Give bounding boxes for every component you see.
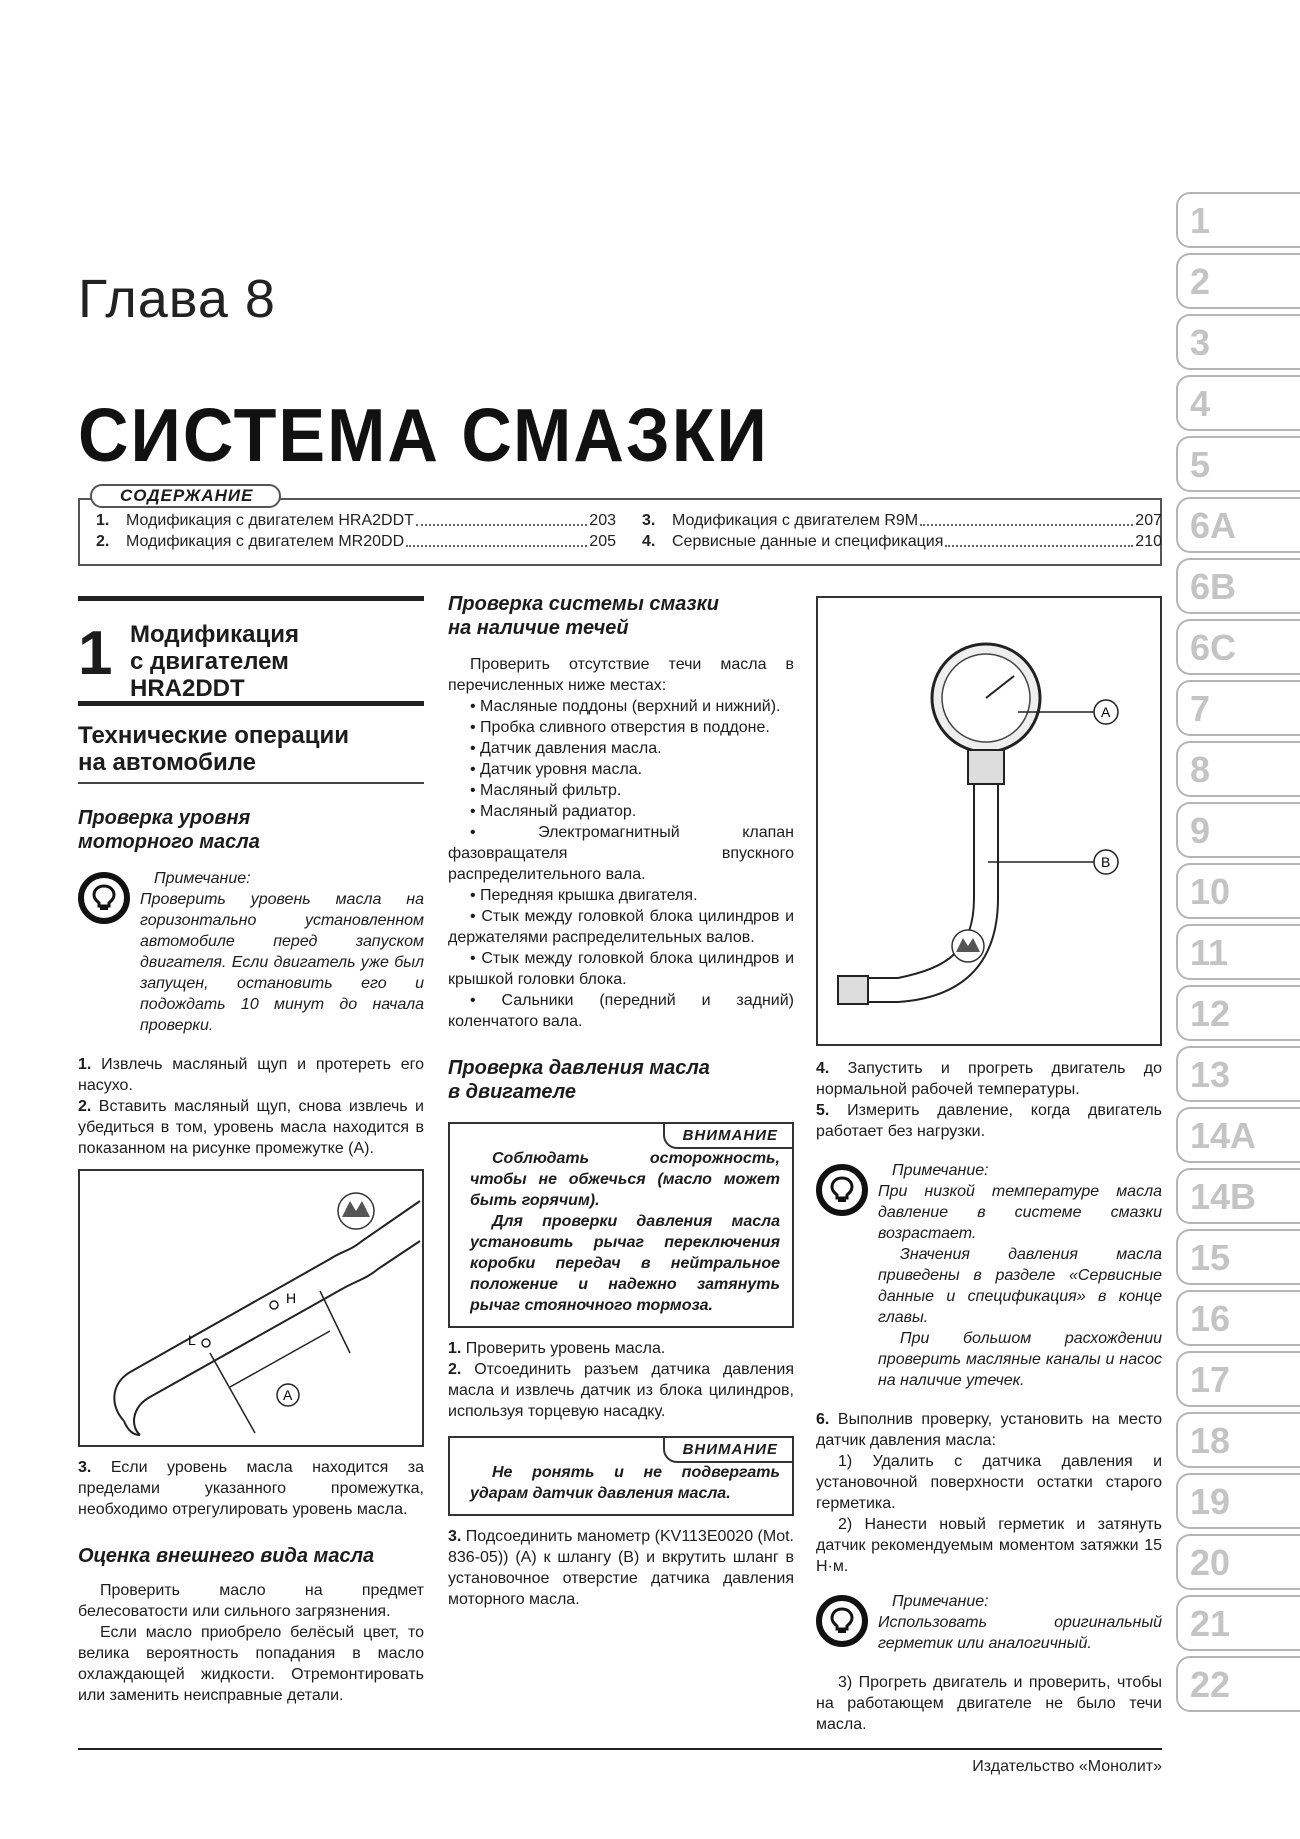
chapter-tab[interactable]: 6B [1176,558,1300,614]
list-item: • Датчик уровня масла. [470,761,643,778]
note-label: Примечание: [892,1593,989,1610]
list-item: • Стык между головкой блока цилиндров и крышкой головки блока. [448,950,795,988]
toc-leader [406,533,587,547]
toc-leader [945,533,1133,547]
publisher-logo-icon [338,1193,374,1229]
step-3: 3. Подсоединить манометр (KV113E0020 (Mot. 836-05)) (А) к шлангу (В) и вкрутить шланг в установочное отверстие датчика давления моторного масла. [448,1528,794,1608]
list-item: • Масляный радиатор. [470,803,637,820]
note-text: При большом расхождении проверить масляные каналы и насос на наличие утечек. [878,1330,1162,1389]
step-3: 3. Если уровень масла находится за пределами указанного промежутка, необходимо отрегулировать уровень масла. [78,1459,424,1518]
toc-entry-text: Сервисные данные и спецификация [672,533,944,550]
substep: 1) Удалить с датчика давления и установочной поверхности остатки старого герметика. [816,1453,1162,1512]
lightbulb-icon [78,872,130,924]
paragraph: Если масло приобрело белёсый цвет, то велика вероятность попадания в масло охлаждающей жидкости. Отремонтировать или заменить неисправные детали. [78,1624,424,1704]
list-item: • Электромагнитный клапан фазовращателя впускного распределительного вала. [448,824,795,883]
chapter-tab[interactable]: 11 [1176,924,1300,980]
fig-label-a: A [1101,704,1111,720]
list-item: • Пробка сливного отверстия в поддоне. [470,719,770,736]
note [816,1160,1162,1391]
chapter-tab[interactable]: 5 [1176,436,1300,492]
toc-box [78,498,1162,566]
fig-label-b: B [1101,854,1111,870]
step-5: 5. Измерить давление, когда двигатель работает без нагрузки. [816,1102,1162,1140]
chapter-tab[interactable]: 21 [1176,1595,1300,1651]
divider [78,782,424,784]
chapter-tab[interactable]: 10 [1176,863,1300,919]
chapter-tab[interactable]: 16 [1176,1290,1300,1346]
toc-entry-text: Модификация с двигателем R9M [672,512,919,529]
warning-tag: ВНИМАНИЕ [663,1122,794,1149]
pressure-gauge-figure [816,596,1162,1046]
toc-label: СОДЕРЖАНИЕ [90,484,281,508]
list-item: • Масляный фильтр. [470,782,622,799]
section-number: 1 [78,619,113,688]
column-2 [448,592,794,1610]
paragraph: Проверить отсутствие течи масла в перечисленных ниже местах: [448,656,794,694]
heading-appearance: Оценка внешнего вида масла [78,1545,375,1567]
chapter-tab[interactable]: 14B [1176,1168,1300,1224]
chapter-tab[interactable]: 6A [1176,497,1300,553]
section-header [78,601,424,701]
chapter-label: Глава 8 [78,269,276,329]
paragraph: Проверить масло на предмет белесоватости или сильного загрязнения. [78,1582,424,1620]
heading-operations: Технические операции на автомобиле [78,722,349,776]
note [816,1591,1162,1654]
toc-entry[interactable] [96,512,616,530]
toc-entry[interactable] [642,533,1162,551]
step-1: 1. Извлечь масляный щуп и протереть его насухо. [78,1056,424,1094]
list-item: • Датчик давления масла. [470,740,662,757]
toc-entry-page: 205 [589,533,616,550]
publisher-logo-icon [952,930,984,962]
note-text: Проверить уровень масла на горизонтально установленном автомобиле перед запуском двигателя. Если двигатель уже был запущен, остановить его и подождать 10 минут до начала проверки. [140,891,424,1034]
note-text: Использовать оригинальный герметик или аналогичный. [878,1614,1162,1652]
chapter-tab[interactable]: 19 [1176,1473,1300,1529]
fig-label-a: A [283,1387,293,1403]
toc-entry-page: 207 [1135,512,1162,529]
warning-text: Соблюдать осторожность, чтобы не обжечься (масло может быть горячим). [470,1150,780,1209]
step-4: 4. Запустить и прогреть двигатель до нормальной рабочей температуры. [816,1060,1162,1098]
step-2: 2. Отсоединить разъем датчика давления масла и извлечь датчик из блока цилиндров, используя торцевую насадку. [448,1361,794,1420]
toc-leader [416,512,587,526]
column-1 [78,596,424,1706]
toc-entry-page: 210 [1135,533,1162,550]
warning-tag: ВНИМАНИЕ [663,1436,794,1463]
chapter-tab[interactable]: 1 [1176,192,1300,248]
toc-entry-num: 1. [96,512,110,529]
dipstick-figure [78,1169,424,1447]
fig-label-l: L [188,1332,196,1348]
step-6: 6. Выполнив проверку, установить на место датчик давления масла: [816,1411,1162,1449]
footer-divider [78,1748,1162,1750]
note-text: При низкой температуре масла давление в системе смазки возрастает. [878,1183,1162,1242]
fig-label-h: H [286,1290,297,1306]
chapter-tab[interactable]: 13 [1176,1046,1300,1102]
list-item: • Масляные поддоны (верхний и нижний). [470,698,781,715]
note-label: Примечание: [892,1162,989,1179]
chapter-tab[interactable]: 9 [1176,802,1300,858]
chapter-tab[interactable]: 17 [1176,1351,1300,1407]
warning-text: Не ронять и не подвергать ударам датчик давления масла. [470,1464,780,1502]
chapter-tab[interactable]: 3 [1176,314,1300,370]
chapter-title: СИСТЕМА СМАЗКИ [78,393,769,478]
note-label: Примечание: [154,870,251,887]
dipstick-illustration [80,1171,422,1445]
warning-box [448,1436,794,1516]
warning-text: Для проверки давления масла установить рычаг переключения коробки передач в нейтральное положение и надежно затянуть рычаг стояночного тормоза. [470,1213,780,1314]
chapter-tab[interactable]: 12 [1176,985,1300,1041]
note [78,868,424,1036]
toc-entry-num: 4. [642,533,656,550]
toc-entry-text: Модификация с двигателем HRA2DDT [126,512,414,529]
lightbulb-icon [816,1595,868,1647]
step-2: 2. Вставить масляный щуп, снова извлечь и убедиться в том, уровень масла находится в показанном на рисунке промежутке (А). [78,1098,424,1157]
list-item: • Передняя крышка двигателя. [470,887,698,904]
pressure-gauge-illustration [818,598,1160,1044]
chapter-tab[interactable]: 8 [1176,741,1300,797]
heading-oil-level: Проверка уровня моторного масла [78,807,260,853]
lightbulb-icon [816,1164,868,1216]
toc-leader [920,512,1133,526]
toc-entry[interactable] [96,533,616,551]
heading-leaks: Проверка системы смазки на наличие течей [448,593,719,639]
substep: 2) Нанести новый герметик и затянуть датчик рекомендуемым моментом затяжки 15 Н·м. [816,1516,1162,1575]
step-1: 1. Проверить уровень масла. [448,1340,666,1357]
chapter-tab[interactable]: 6C [1176,619,1300,675]
chapter-tab[interactable]: 15 [1176,1229,1300,1285]
toc-entry-num: 2. [96,533,110,550]
substep: 3) Прогреть двигатель и проверить, чтобы на работающем двигателе не было течи масла. [816,1674,1162,1733]
publisher-footer: Издательство «Монолит» [972,1758,1162,1775]
heading-pressure: Проверка давления масла в двигателе [448,1057,710,1103]
section-title: Модификация с двигателем HRA2DDT [130,621,299,702]
chapter-tab[interactable]: 2 [1176,253,1300,309]
chapter-tab[interactable]: 18 [1176,1412,1300,1468]
toc-entry-page: 203 [589,512,616,529]
column-3 [816,596,1162,1735]
leaks-list [448,696,794,1032]
toc-entry-text: Модификация с двигателем MR20DD [126,533,405,550]
list-item: • Сальники (передний и задний) коленчатого вала. [448,992,795,1030]
chapter-tab[interactable]: 22 [1176,1656,1300,1712]
chapter-tab[interactable]: 4 [1176,375,1300,431]
toc-entry-num: 3. [642,512,656,529]
chapter-tab[interactable]: 7 [1176,680,1300,736]
chapter-tab[interactable]: 20 [1176,1534,1300,1590]
toc-entry[interactable] [642,512,1162,530]
list-item: • Стык между головкой блока цилиндров и держателями распределительных валов. [448,908,795,946]
chapter-tab[interactable]: 14A [1176,1107,1300,1163]
warning-box [448,1122,794,1328]
note-text: Значения давления масла приведены в разделе «Сервисные данные и спецификация» в конце главы. [878,1246,1162,1326]
